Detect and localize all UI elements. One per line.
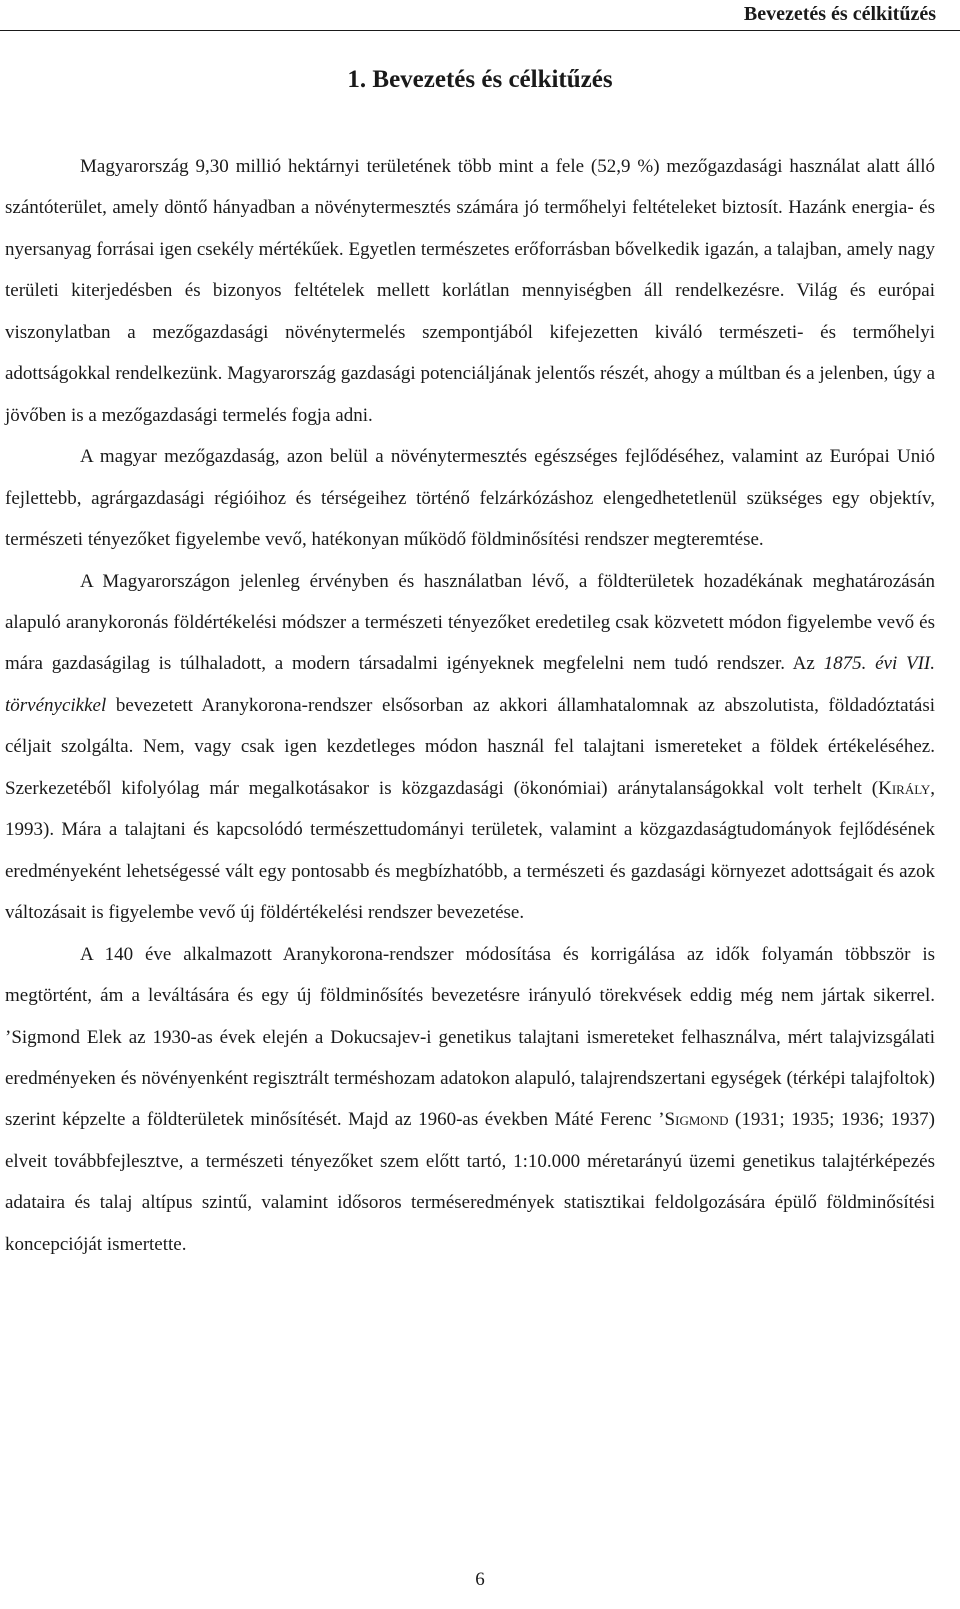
citation-author-kiraly: Király [878,777,931,799]
law-reference: 1875. évi VII. törvénycikkel [5,653,935,716]
paragraph-3-text-c: , 1993). Mára a talajtani és kapcsolódó természettudományi területek, valamint a közgazdaságtudományok fejlődésének eredményeként lehetségessé vált egy pontosabb és megbízhatóbb, a természeti és gazdasági környezet adottságait és azok változásait is figyelembe vevő új földértékelési rendszer bevezetése. [5,777,935,924]
paragraph-4 [5,934,935,1266]
body-text [5,146,935,1265]
paragraph-3-text-a: A Magyarországon jelenleg érvényben és használatban lévő, a földterületek hozadékának meghatározásán alapuló aranykoronás földértékelési módszer a természeti tényezőket eredetileg csak közvetett módon figyelembe vevő és mára gazdaságilag is túlhaladott, a modern társadalmi igényeknek megfelelni nem tudó rendszer. Az [5,570,935,675]
header-rule [0,30,960,31]
page-number: 6 [475,1569,485,1590]
chapter-title: 1. Bevezetés és célkitűzés [347,66,613,93]
paragraph-4-text-a: A 140 éve alkalmazott Aranykorona-rendszer módosítása és korrigálása az idők folyamán többször is megtörtént, ám a leváltására és egy új földminősítés bevezetésre irányuló törekvések eddig még nem jártak sikerrel. ’Sigmond Elek az 1930-as évek elején a Dokucsajev-i genetikus talajtani ismereteket felhasználva, mért talajvizsgálati eredményeken és növényenként regisztrált terméshozam adatokon alapuló, talajrendszertani egységek (térképi talajfoltok) szerint képzelte a földterületek minősítését. Majd az 1960-as években Máté Ferenc [5,943,935,1131]
paragraph-3-text-b: bevezetett Aranykorona-rendszer elsősorban az akkori államhatalomnak az abszolutista, földadóztatási céljait szolgálta. Nem, vagy csak igen kezdetleges módon használ fel talajtani ismereteket a földek értékeléséhez. Szerkezetéből kifolyólag már megalkotásakor is közgazdasági (ökonómiai) aránytalanságokkal volt terhelt ( [5,694,935,799]
paragraph-3 [5,561,935,934]
running-header [0,0,960,32]
citation-author-sigmond: ’Sigmond [658,1109,729,1131]
paragraph-1: Magyarország 9,30 millió hektárnyi területének több mint a fele (52,9 %) mezőgazdasági használat alatt álló szántóterület, amely döntő hányadban a növénytermesztés számára jó termőhelyi feltételeket biztosít. Hazánk energia- és nyersanyag forrásai igen csekély mértékűek. Egyetlen természetes erőforrásban bővelkedik igazán, a talajban, amely nagy területi kiterjedésben és bizonyos feltételek mellett korlátlan mennyiségben áll rendelkezésre. Világ és európai viszonylatban a mezőgazdasági növénytermelés szempontjából kifejezetten kiváló természeti- és termőhelyi adottságokkal rendelkezünk. Magyarország gazdasági potenciáljának jelentős részét, ahogy a múltban és a jelenben, úgy a jövőben is a mezőgazdasági termelés fogja adni. [5,156,935,426]
paragraph-4-text-b: (1931; 1935; 1936; 1937) elveit továbbfejlesztve, a természeti tényezőket szem előtt tartó, 1:10.000 méretarányú üzemi genetikus talajtérképezés adataira és talaj altípus szintű, valamint idősoros terméseredmények statisztikai feldolgozására épülő földminősítési koncepcióját ismertette. [5,1109,935,1255]
paragraph-2: A magyar mezőgazdaság, azon belül a növénytermesztés egészséges fejlődéséhez, valamint az Európai Unió fejlettebb, agrárgazdasági régióihoz és térségeihez történő felzárkózáshoz elengedhetetlenül szükséges egy objektív, természeti tényezőket figyelembe vevő, hatékonyan működő földminősítési rendszer megteremtése. [5,446,935,551]
running-header-title: Bevezetés és célkitűzés [743,3,936,25]
